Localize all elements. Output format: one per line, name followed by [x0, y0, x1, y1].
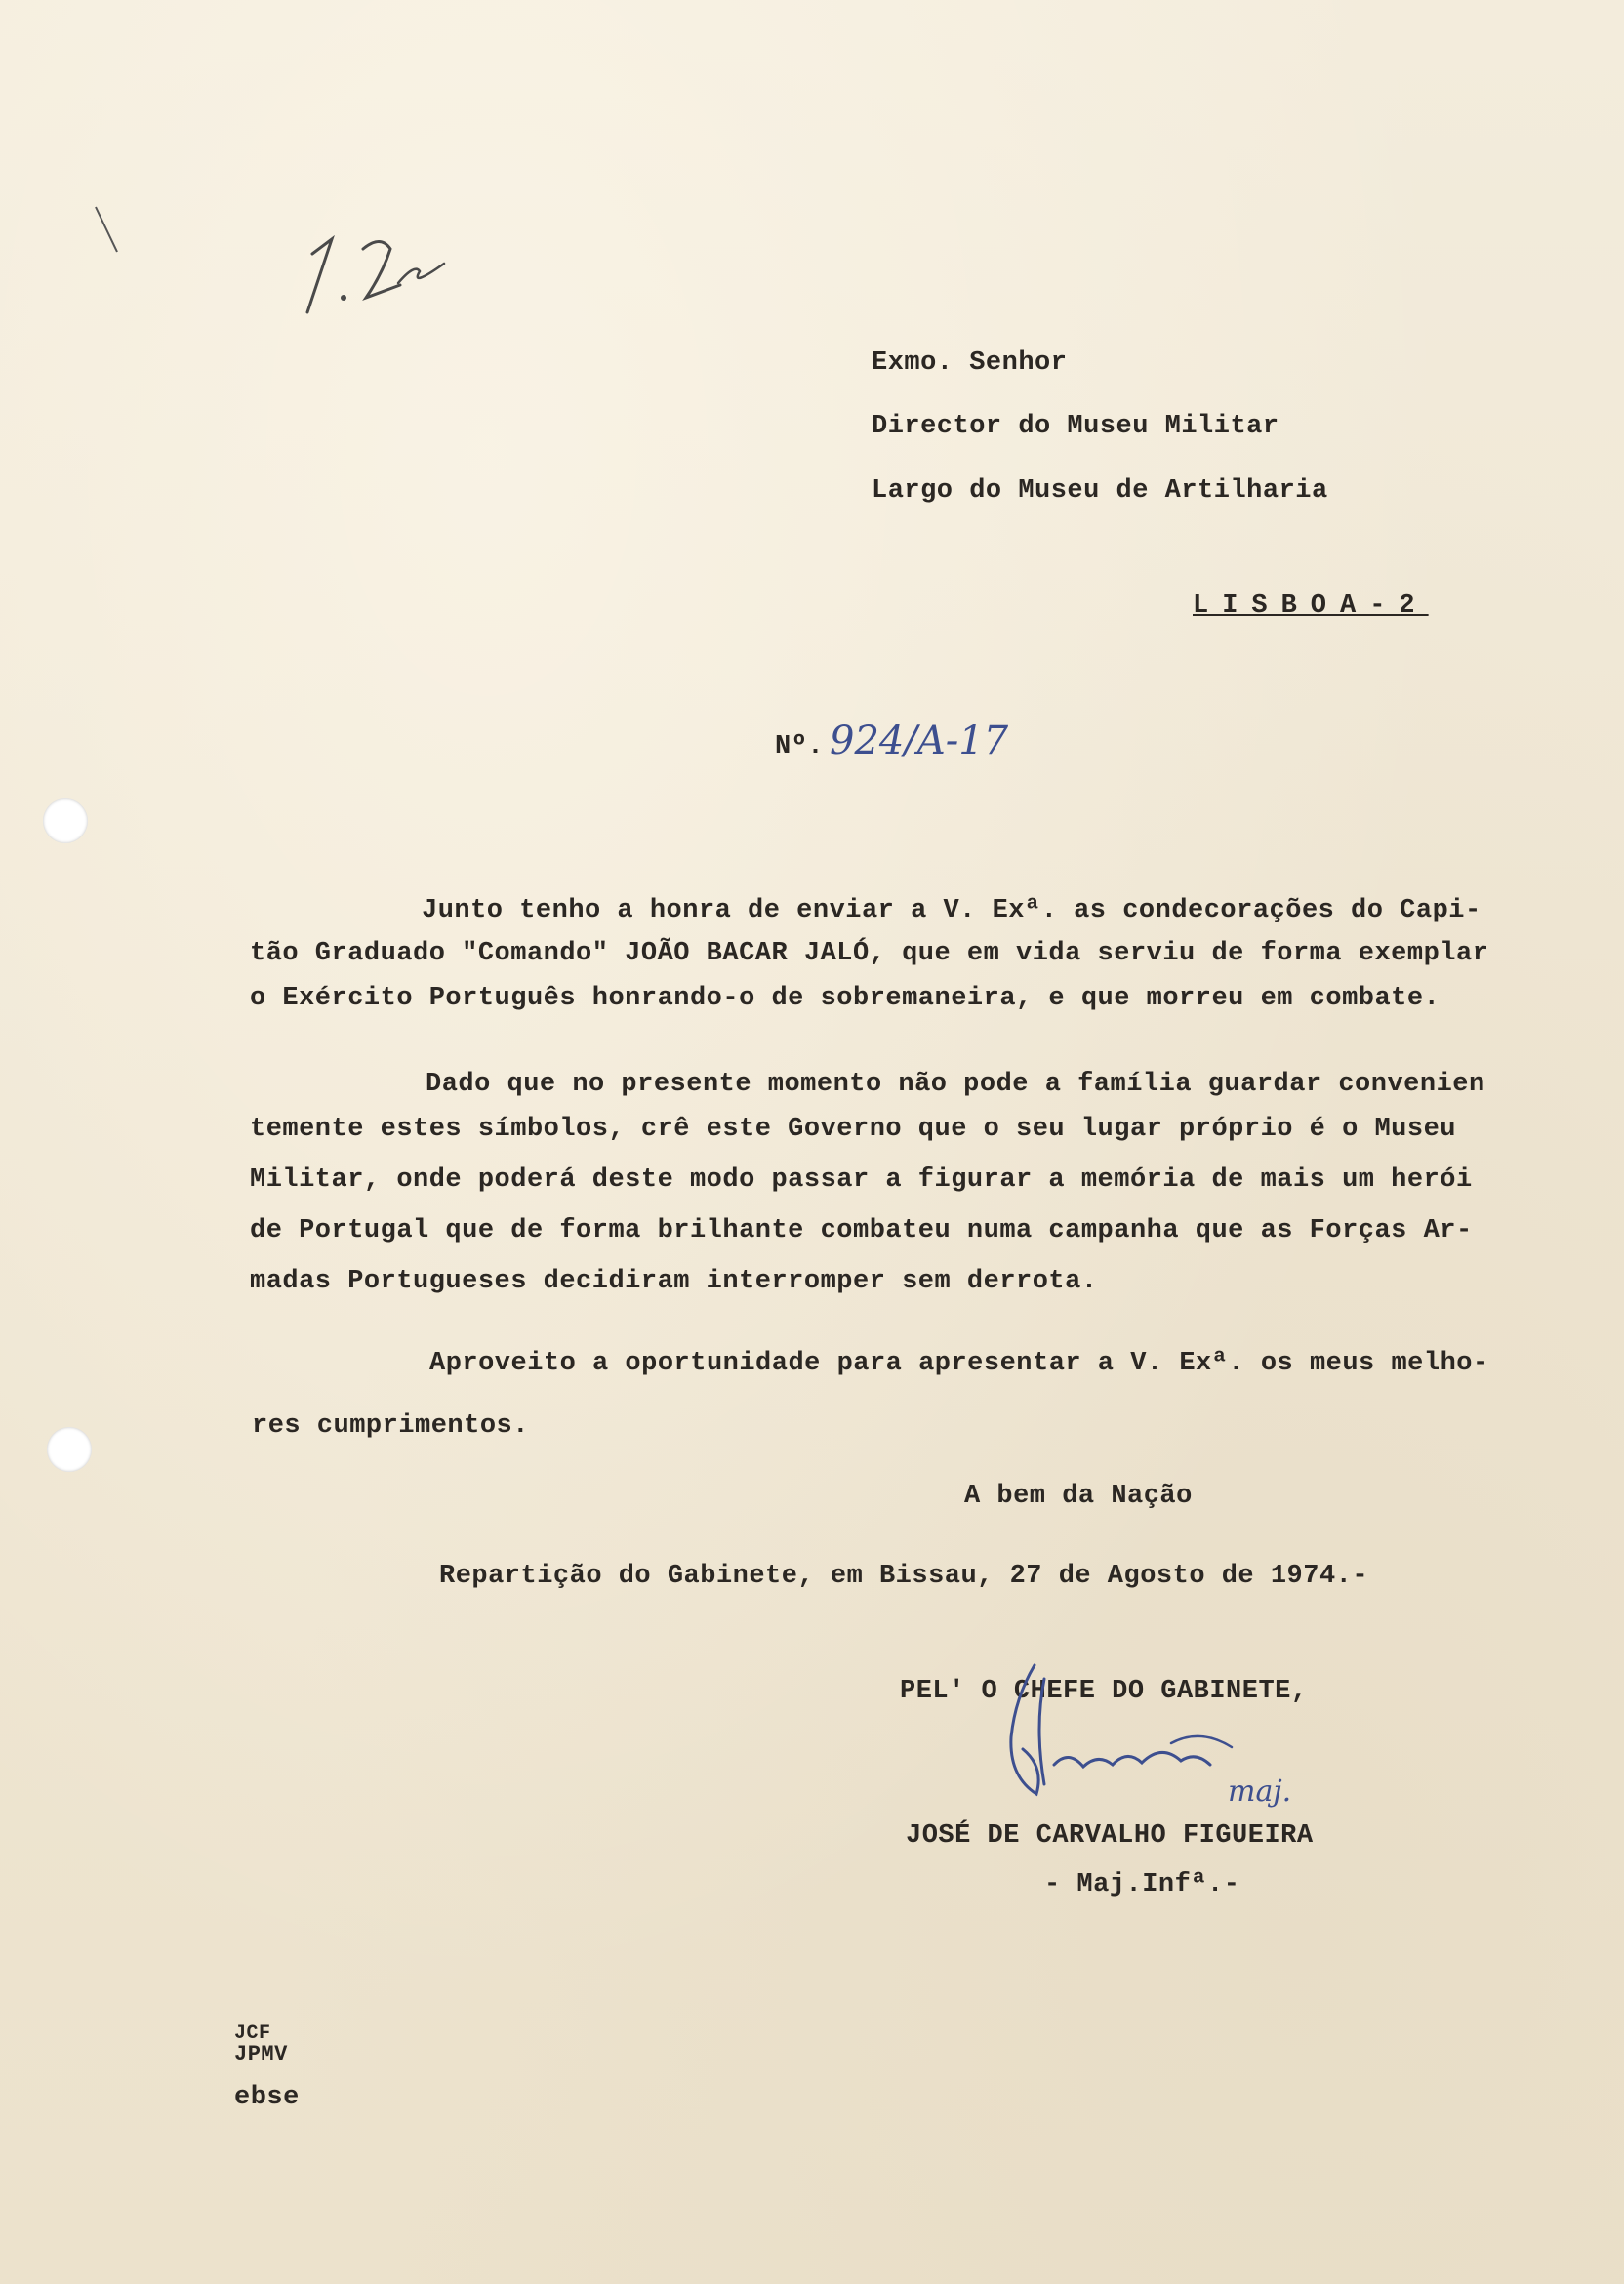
p2-line-3: Militar, onde poderá deste modo passar a figurar a memória de mais um herói	[250, 1165, 1473, 1195]
recipient-line-2: Director do Museu Militar	[872, 412, 1279, 441]
signature-on-behalf: PEL' O CHEFE DO GABINETE,	[900, 1677, 1308, 1706]
p3-line-2: res cumprimentos.	[252, 1411, 529, 1441]
handwritten-page-number	[273, 195, 468, 332]
p3-line-1: Aproveito a oportunidade para apresentar a V. Exª. os meus melho-	[429, 1349, 1489, 1378]
pencil-tick-mark	[94, 205, 133, 264]
signature-handwritten-rank: maj.	[1228, 1774, 1292, 1809]
p2-line-4: de Portugal que de forma brilhante combateu numa campanha que as Forças Ar-	[250, 1216, 1473, 1245]
p2-line-1: Dado que no presente momento não pode a família guardar convenien	[426, 1070, 1485, 1099]
p2-line-2: temente estes símbolos, crê este Governo que o seu lugar próprio é o Museu	[250, 1115, 1456, 1144]
p2-line-5: madas Portugueses decidiram interromper sem derrota.	[250, 1267, 1098, 1296]
p1-line-1: Junto tenho a honra de enviar a V. Exª. as condecorações do Capi-	[422, 896, 1482, 925]
recipient-line-1: Exmo. Senhor	[872, 348, 1068, 378]
recipient-line-3: Largo do Museu de Artilharia	[872, 476, 1328, 506]
salutation: A bem da Nação	[964, 1482, 1193, 1511]
punch-hole-top	[43, 798, 88, 843]
place-date: Repartição do Gabinete, em Bissau, 27 de Agosto de 1974.-	[439, 1562, 1369, 1591]
signatory-rank: - Maj.Infª.-	[1044, 1870, 1240, 1899]
p1-line-2: tão Graduado "Comando" JOÃO BACAR JALÓ, que em vida serviu de forma exemplar	[250, 939, 1489, 968]
signatory-name: JOSÉ DE CARVALHO FIGUEIRA	[906, 1821, 1314, 1851]
reference-handwritten: 924/A-17	[830, 718, 1009, 763]
punch-hole-bottom	[47, 1427, 92, 1472]
p1-line-3: o Exército Português honrando-o de sobremaneira, e que morreu em combate.	[250, 984, 1441, 1013]
initials-line-1: JCF	[234, 2022, 271, 2045]
initials-line-2: JPMV	[234, 2042, 288, 2066]
initials-line-3: ebse	[234, 2083, 300, 2112]
recipient-city: LISBOA-2	[1193, 591, 1429, 621]
reference-prefix: Nº.	[775, 732, 825, 761]
